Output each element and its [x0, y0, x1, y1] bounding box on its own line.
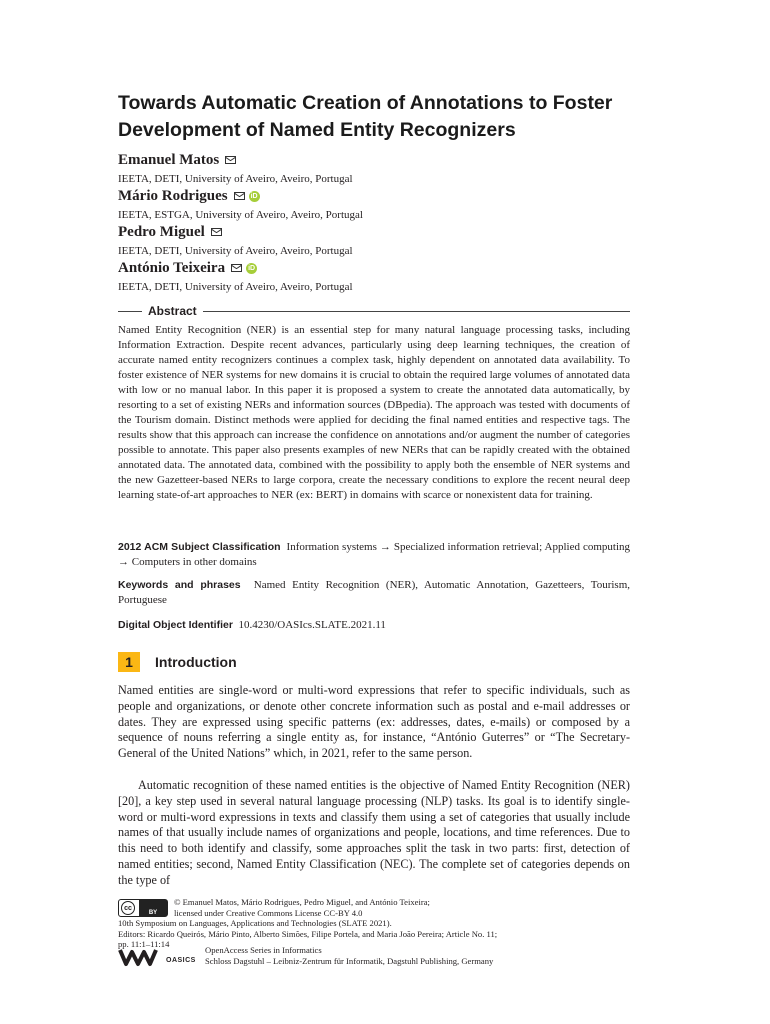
divider: [118, 311, 142, 312]
author-name: Emanuel Matos: [118, 152, 220, 168]
section-title: Introduction: [155, 654, 237, 670]
symposium-line: 10th Symposium on Languages, Applications and Technologies (SLATE 2021).: [118, 918, 392, 928]
envelope-icon[interactable]: [225, 156, 236, 164]
paragraph: Named entities are single-word or multi-word expressions that refer to specific individuals, such as people and organizations, or denote other concrete information such as postal and e-mail addresses or dates. They are expressed using specific patterns (ex: addresses, dates, e-mails) or composed by a sequence of nouns referring a single entity as, for instance, “António Guterres” or “The Secretary-General of the United Nations” which, in 2021, refer to the same person.: [118, 683, 630, 761]
orcid-icon[interactable]: iD: [248, 264, 256, 272]
doi-link[interactable]: 10.4230/OASIcs.SLATE.2021.11: [238, 619, 386, 631]
section-number: 1: [118, 652, 140, 672]
author-affiliation: IEETA, DETI, University of Aveiro, Aveiro, Portugal: [118, 281, 353, 293]
author-name: Mário Rodrigues: [118, 188, 228, 204]
acm-text: Information systems → Specialized information retrieval; Applied computing → Computers in other domains: [118, 541, 631, 568]
author-block: [118, 151, 678, 186]
oasics-label: OASICS: [166, 957, 196, 964]
author-block: [118, 223, 678, 258]
abstract-text: Named Entity Recognition (NER) is an essential step for many natural language processing tasks, including Information Extraction. Despite recent advances, particularly using deep learning techniques, the creation of accurate named entity recognizers continues a complex task, highly dependent on annotated data availability. To foster existence of NER systems for new domains it is crucial to obtain the required large volumes of annotated data with low or no manual labor. In this paper it is proposed a system to create the annotated data automatically, by resorting to a set of existing NERs and information sources (DBpedia). The approach was tested with documents of the Tourism domain. Distinct methods were applied for deciding the final named entities and respective tags. The results show that this approach can increase the confidence on annotations and/or augment the number of categories possible to annotate. This paper also presents examples of new NERs that can be rapidly created with the obtained annotated data. The annotated data, combined with the possibility to apply both the ensemble of NER systems and the new Gazetteer-based NERs to large corpora, create the necessary conditions to explore the recent neural deep learning state-of-art approaches to NER (ex: BERT) in domains with scarce or nonexistent data for training.: [118, 324, 630, 501]
doi-label: Digital Object Identifier: [118, 619, 233, 631]
paper-title: Towards Automatic Creation of Annotations to Foster Development of Named Entity Recognizers: [118, 92, 613, 141]
acm-label: 2012 ACM Subject Classification: [118, 541, 281, 553]
author-affiliation: IEETA, DETI, University of Aveiro, Aveiro, Portugal: [118, 173, 353, 185]
author-name: António Teixeira: [118, 260, 226, 276]
keywords-label: Keywords and phrases: [118, 579, 241, 591]
keywords-text: Named Entity Recognition (NER), Automatic Annotation, Gazetteers, Tourism, Portuguese: [118, 579, 631, 606]
author-block: [118, 187, 678, 222]
envelope-icon[interactable]: [211, 228, 222, 236]
author-block: [118, 259, 678, 294]
author-name: Pedro Miguel: [118, 224, 205, 240]
doi: [118, 618, 630, 633]
copyright-line: © Emanuel Matos, Mário Rodrigues, Pedro Miguel, and António Teixeira;: [174, 897, 430, 907]
publisher-name: Schloss Dagstuhl – Leibniz-Zentrum für Informatik, Dagstuhl Publishing, Germany: [205, 956, 494, 966]
author-affiliation: IEETA, ESTGA, University of Aveiro, Aveiro, Portugal: [118, 209, 363, 221]
orcid-icon[interactable]: iD: [250, 192, 258, 200]
divider: [203, 311, 630, 312]
abstract-heading-rule: [118, 304, 630, 318]
cc-by-badge[interactable]: [118, 899, 168, 917]
acm-classification: [118, 540, 630, 570]
license-line: licensed under Creative Commons License CC-BY 4.0: [174, 907, 363, 918]
editors-line: Editors: Ricardo Queirós, Mário Pinto, Alberto Simões, Filipe Portela, and Maria João Pereira; Article No. 11;: [118, 928, 498, 939]
series-name: OpenAccess Series in Informatics: [205, 945, 322, 955]
envelope-icon[interactable]: [234, 192, 245, 200]
by-icon: BY: [139, 900, 167, 916]
series-info: [205, 945, 493, 967]
keywords: [118, 578, 630, 608]
paragraph: Automatic recognition of these named entities is the objective of Named Entity Recognition (NER) [20], a key step used in several natural language processing (NLP) tasks. Its goal is to identify single-word or multi-word expressions in texts and classify them using a set of categories that usually include names of that usually include names of organizations and people, locations, and time references. Due to this need to both identify and classify, some approaches split the task in two parts: first, detection of named entities; second, Named Entity Classification (NEC). The complete set of categories depends on the type of: [118, 778, 630, 887]
abstract-heading: Abstract: [148, 304, 197, 318]
author-affiliation: IEETA, DETI, University of Aveiro, Aveiro, Portugal: [118, 245, 353, 257]
pages-line: pp. 11:1–11:14: [118, 939, 170, 949]
cc-icon: cc: [121, 901, 135, 915]
section-heading: [118, 652, 237, 672]
license-notice: [174, 897, 430, 918]
envelope-icon[interactable]: [231, 264, 242, 272]
